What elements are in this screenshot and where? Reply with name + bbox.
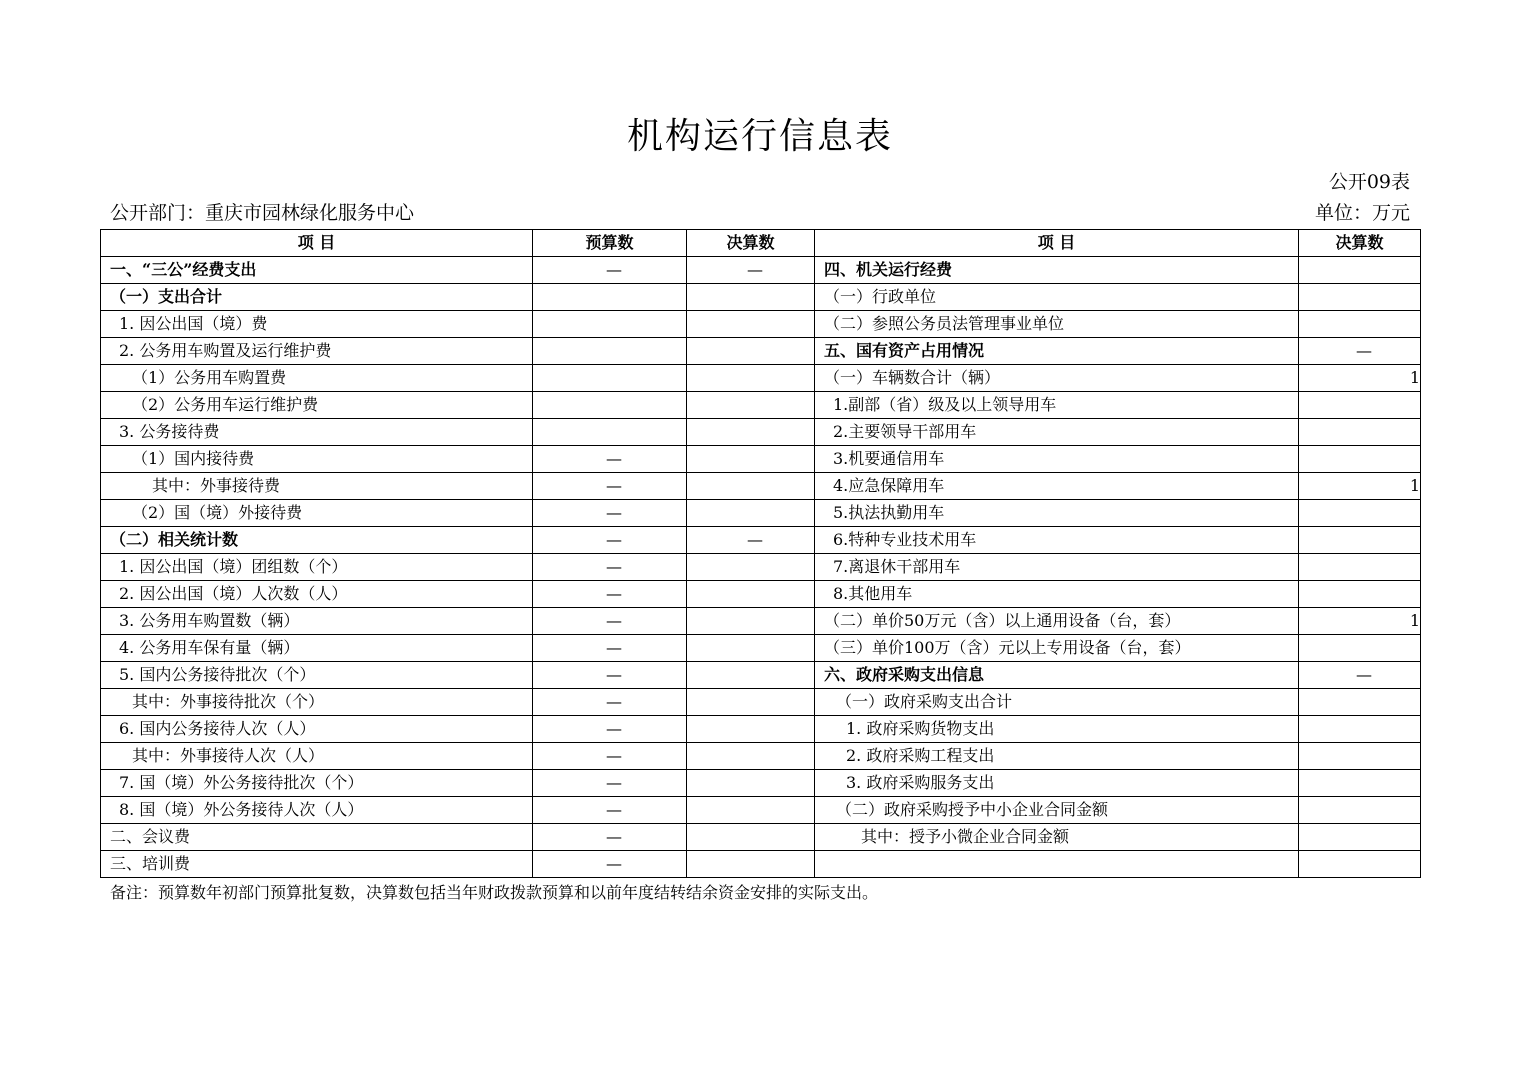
row-final-right-value: 1 bbox=[1299, 608, 1421, 635]
row-item-left: 二、会议费 bbox=[101, 824, 533, 851]
unit-label: 单位：万元 bbox=[1314, 202, 1410, 224]
row-final-value bbox=[687, 770, 815, 797]
row-final-value bbox=[687, 500, 815, 527]
header-budget: 预算数 bbox=[533, 230, 687, 257]
row-item-right: （二）单价50万元（含）以上通用设备（台，套） bbox=[815, 608, 1299, 635]
row-budget-value bbox=[533, 311, 687, 338]
row-item-left: 7. 国（境）外公务接待批次（个） bbox=[101, 770, 533, 797]
row-final-value bbox=[687, 311, 815, 338]
row-final-right-value bbox=[1299, 284, 1421, 311]
table-row bbox=[101, 797, 1421, 824]
row-final-value: — bbox=[687, 527, 815, 554]
row-final-right-value bbox=[1299, 851, 1421, 878]
row-budget-value: — bbox=[533, 797, 687, 824]
row-final-value bbox=[687, 824, 815, 851]
row-item-left: （一）支出合计 bbox=[101, 284, 533, 311]
header-item-right: 项 目 bbox=[815, 230, 1299, 257]
row-final-right-value bbox=[1299, 716, 1421, 743]
row-item-right: 六、政府采购支出信息 bbox=[815, 662, 1299, 689]
form-number: 公开09表 bbox=[1328, 171, 1410, 193]
row-final-value bbox=[687, 284, 815, 311]
row-final-value: — bbox=[687, 257, 815, 284]
table-row bbox=[101, 635, 1421, 662]
row-final-value bbox=[687, 608, 815, 635]
row-final-value bbox=[687, 419, 815, 446]
row-final-value bbox=[687, 662, 815, 689]
row-item-left: （二）相关统计数 bbox=[101, 527, 533, 554]
row-final-right-value bbox=[1299, 500, 1421, 527]
row-final-value bbox=[687, 365, 815, 392]
row-final-value bbox=[687, 392, 815, 419]
table-row bbox=[101, 338, 1421, 365]
row-budget-value: — bbox=[533, 446, 687, 473]
row-item-right: 3. 政府采购服务支出 bbox=[815, 770, 1299, 797]
row-item-right: （二）参照公务员法管理事业单位 bbox=[815, 311, 1299, 338]
row-budget-value: — bbox=[533, 581, 687, 608]
row-final-right-value bbox=[1299, 446, 1421, 473]
row-item-left: （2）国（境）外接待费 bbox=[101, 500, 533, 527]
row-item-left: 2. 公务用车购置及运行维护费 bbox=[101, 338, 533, 365]
row-final-right-value bbox=[1299, 635, 1421, 662]
row-item-left: 其中：外事接待人次（人） bbox=[101, 743, 533, 770]
row-item-right: （二）政府采购授予中小企业合同金额 bbox=[815, 797, 1299, 824]
row-budget-value: — bbox=[533, 500, 687, 527]
row-item-left: （1）国内接待费 bbox=[101, 446, 533, 473]
table-row bbox=[101, 824, 1421, 851]
row-item-right: 五、国有资产占用情况 bbox=[815, 338, 1299, 365]
row-budget-value: — bbox=[533, 662, 687, 689]
row-final-value bbox=[687, 554, 815, 581]
row-item-left: 其中：外事接待费 bbox=[101, 473, 533, 500]
row-final-right-value: 1 bbox=[1299, 473, 1421, 500]
table-row bbox=[101, 662, 1421, 689]
table-row bbox=[101, 743, 1421, 770]
row-item-left: 6. 国内公务接待人次（人） bbox=[101, 716, 533, 743]
row-item-right: 5.执法执勤用车 bbox=[815, 500, 1299, 527]
row-budget-value: — bbox=[533, 743, 687, 770]
row-final-value bbox=[687, 743, 815, 770]
row-budget-value: — bbox=[533, 554, 687, 581]
row-item-right: 7.离退休干部用车 bbox=[815, 554, 1299, 581]
row-item-left: 8. 国（境）外公务接待人次（人） bbox=[101, 797, 533, 824]
row-item-right: （三）单价100万（含）元以上专用设备（台，套） bbox=[815, 635, 1299, 662]
row-final-value bbox=[687, 635, 815, 662]
row-final-right-value bbox=[1299, 554, 1421, 581]
row-final-right-value bbox=[1299, 527, 1421, 554]
row-item-right: 2. 政府采购工程支出 bbox=[815, 743, 1299, 770]
row-item-right: （一）政府采购支出合计 bbox=[815, 689, 1299, 716]
table-row bbox=[101, 770, 1421, 797]
row-item-left: 2. 因公出国（境）人次数（人） bbox=[101, 581, 533, 608]
row-final-right-value bbox=[1299, 743, 1421, 770]
footnote: 备注：预算数年初部门预算批复数，决算数包括当年财政拨款预算和以前年度结转结余资金安排的实际支出。 bbox=[110, 883, 879, 902]
table-body bbox=[101, 257, 1421, 878]
table-row bbox=[101, 284, 1421, 311]
row-budget-value: — bbox=[533, 770, 687, 797]
row-item-left: （2）公务用车运行维护费 bbox=[101, 392, 533, 419]
row-item-right: 四、机关运行经费 bbox=[815, 257, 1299, 284]
table-row bbox=[101, 581, 1421, 608]
row-budget-value: — bbox=[533, 473, 687, 500]
row-final-right-value bbox=[1299, 581, 1421, 608]
table-row bbox=[101, 311, 1421, 338]
row-final-right-value: — bbox=[1299, 662, 1421, 689]
row-budget-value bbox=[533, 392, 687, 419]
info-table bbox=[100, 229, 1421, 878]
row-budget-value bbox=[533, 338, 687, 365]
row-budget-value: — bbox=[533, 689, 687, 716]
row-item-right: 1.副部（省）级及以上领导用车 bbox=[815, 392, 1299, 419]
row-final-right-value bbox=[1299, 797, 1421, 824]
row-budget-value: — bbox=[533, 527, 687, 554]
row-item-right: 4.应急保障用车 bbox=[815, 473, 1299, 500]
row-final-value bbox=[687, 473, 815, 500]
row-final-value bbox=[687, 689, 815, 716]
row-final-value bbox=[687, 716, 815, 743]
row-final-right-value bbox=[1299, 419, 1421, 446]
header-final-right: 决算数 bbox=[1299, 230, 1421, 257]
table-row bbox=[101, 473, 1421, 500]
row-item-right bbox=[815, 851, 1299, 878]
row-budget-value bbox=[533, 419, 687, 446]
department-label: 公开部门：重庆市园林绿化服务中心 bbox=[110, 202, 415, 224]
row-final-right-value bbox=[1299, 311, 1421, 338]
table-row bbox=[101, 689, 1421, 716]
row-final-value bbox=[687, 851, 815, 878]
table-row bbox=[101, 716, 1421, 743]
row-item-right: 8.其他用车 bbox=[815, 581, 1299, 608]
row-item-right: 1. 政府采购货物支出 bbox=[815, 716, 1299, 743]
table-row bbox=[101, 527, 1421, 554]
row-final-right-value bbox=[1299, 824, 1421, 851]
table-row bbox=[101, 446, 1421, 473]
table-header-row bbox=[101, 230, 1421, 257]
row-final-right-value bbox=[1299, 770, 1421, 797]
row-item-left: 4. 公务用车保有量（辆） bbox=[101, 635, 533, 662]
header-item-left: 项 目 bbox=[101, 230, 533, 257]
table-row bbox=[101, 365, 1421, 392]
row-final-right-value bbox=[1299, 257, 1421, 284]
row-item-right: 2.主要领导干部用车 bbox=[815, 419, 1299, 446]
row-item-right: （一）车辆数合计（辆） bbox=[815, 365, 1299, 392]
row-final-value bbox=[687, 581, 815, 608]
row-final-value bbox=[687, 338, 815, 365]
table-row bbox=[101, 851, 1421, 878]
row-final-right-value: — bbox=[1299, 338, 1421, 365]
table-row bbox=[101, 608, 1421, 635]
row-budget-value bbox=[533, 365, 687, 392]
table-row bbox=[101, 554, 1421, 581]
row-item-left: 其中：外事接待批次（个） bbox=[101, 689, 533, 716]
row-item-left: 一、“三公”经费支出 bbox=[101, 257, 533, 284]
row-budget-value: — bbox=[533, 716, 687, 743]
row-item-left: 1. 因公出国（境）团组数（个） bbox=[101, 554, 533, 581]
row-item-left: 1. 因公出国（境）费 bbox=[101, 311, 533, 338]
row-budget-value bbox=[533, 284, 687, 311]
row-budget-value: — bbox=[533, 851, 687, 878]
row-budget-value: — bbox=[533, 257, 687, 284]
page-title: 机构运行信息表 bbox=[626, 116, 893, 157]
row-budget-value: — bbox=[533, 635, 687, 662]
header-final-left: 决算数 bbox=[687, 230, 815, 257]
row-budget-value: — bbox=[533, 608, 687, 635]
row-final-right-value bbox=[1299, 392, 1421, 419]
row-final-right-value: 1 bbox=[1299, 365, 1421, 392]
row-item-right: 3.机要通信用车 bbox=[815, 446, 1299, 473]
row-item-left: 三、培训费 bbox=[101, 851, 533, 878]
row-item-right: （一）行政单位 bbox=[815, 284, 1299, 311]
row-item-left: 3. 公务接待费 bbox=[101, 419, 533, 446]
table-row bbox=[101, 419, 1421, 446]
row-final-value bbox=[687, 797, 815, 824]
row-item-left: 3. 公务用车购置数（辆） bbox=[101, 608, 533, 635]
table-row bbox=[101, 392, 1421, 419]
row-item-left: （1）公务用车购置费 bbox=[101, 365, 533, 392]
row-item-right: 其中：授予小微企业合同金额 bbox=[815, 824, 1299, 851]
row-final-value bbox=[687, 446, 815, 473]
table-row bbox=[101, 257, 1421, 284]
row-item-right: 6.特种专业技术用车 bbox=[815, 527, 1299, 554]
row-final-right-value bbox=[1299, 689, 1421, 716]
row-budget-value: — bbox=[533, 824, 687, 851]
table-row bbox=[101, 500, 1421, 527]
row-item-left: 5. 国内公务接待批次（个） bbox=[101, 662, 533, 689]
